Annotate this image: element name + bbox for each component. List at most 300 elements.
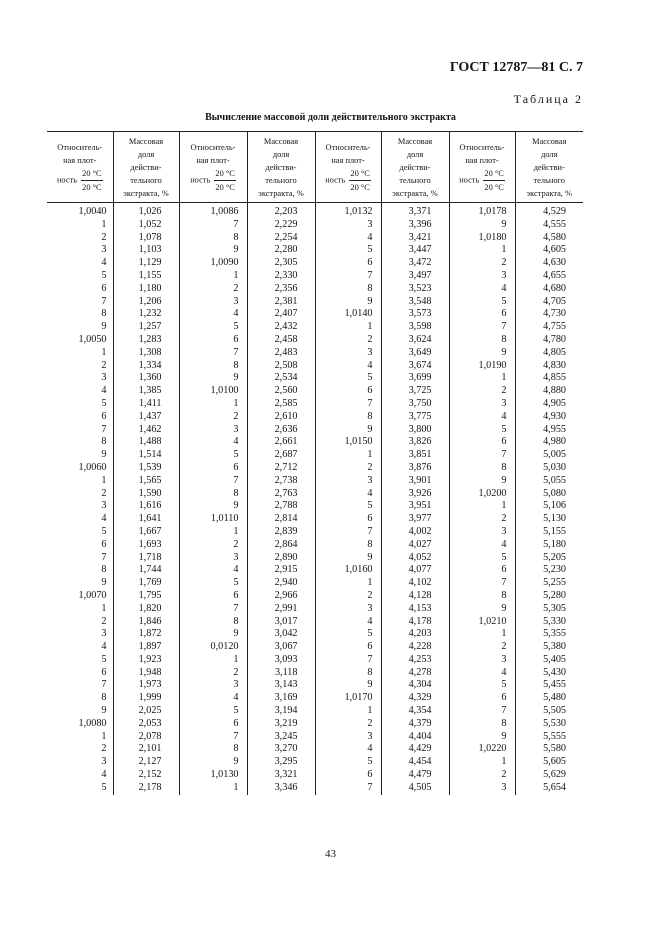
- extract-cell: 2,864: [247, 539, 315, 552]
- density-cell: 8: [179, 360, 247, 373]
- density-cell: 7: [101, 551, 107, 563]
- extract-cell: 2,280: [247, 244, 315, 257]
- density-cell: 9: [179, 244, 247, 257]
- density-cell: 1,0140: [315, 308, 381, 321]
- extract-cell: 4,705: [515, 296, 583, 309]
- extract-cell: 2,788: [247, 500, 315, 513]
- density-cell: 7: [179, 347, 247, 360]
- extract-cell: 5,255: [515, 577, 583, 590]
- table-row: [47, 244, 583, 257]
- density-header-line1: Относитель-: [57, 142, 103, 152]
- extract-cell: 5,480: [515, 692, 583, 705]
- extract-cell: 2,483: [247, 347, 315, 360]
- density-cell: 4: [449, 283, 515, 296]
- density-cell: 4: [315, 488, 381, 501]
- extract-header-line2: доля: [406, 149, 424, 159]
- extract-column-header: [247, 132, 315, 203]
- extract-cell: 1,283: [113, 334, 179, 347]
- table-row: [47, 283, 583, 296]
- extract-header-line1: Массовая: [532, 136, 567, 146]
- density-cell: 4: [101, 769, 107, 781]
- extract-cell: 1,129: [113, 257, 179, 270]
- density-cell: 7: [449, 577, 515, 590]
- density-cell: 2: [101, 615, 107, 627]
- extract-cell: 1,616: [113, 500, 179, 513]
- density-header-line2: ная плот-: [465, 155, 499, 165]
- extract-cell: 1,795: [113, 590, 179, 603]
- density-cell: 4: [179, 308, 247, 321]
- density-cell: 3: [179, 552, 247, 565]
- density-cell: 7: [315, 270, 381, 283]
- density-cell: 5: [449, 296, 515, 309]
- density-cell: 1: [179, 526, 247, 539]
- density-cell: 4: [101, 385, 107, 397]
- extract-cell: 3,598: [381, 321, 449, 334]
- density-cell: 2: [315, 334, 381, 347]
- density-column-header: [179, 132, 247, 203]
- extract-cell: 1,232: [113, 308, 179, 321]
- extract-column-header: [113, 132, 179, 203]
- table-row: [47, 488, 583, 501]
- density-cell: 8: [101, 436, 107, 448]
- extract-cell: 3,067: [247, 641, 315, 654]
- density-cell: 2: [179, 539, 247, 552]
- density-header-line1: Относитель-: [459, 142, 505, 152]
- density-cell: 5: [101, 525, 107, 537]
- density-cell: 4: [179, 564, 247, 577]
- extract-cell: 2,203: [247, 203, 315, 219]
- density-header-line3: ность: [459, 174, 480, 184]
- density-cell: 2: [449, 385, 515, 398]
- extract-cell: 3,977: [381, 513, 449, 526]
- extract-cell: 3,295: [247, 756, 315, 769]
- extract-cell: 3,270: [247, 743, 315, 756]
- density-cell: 6: [101, 538, 107, 550]
- density-cell: 9: [101, 321, 107, 333]
- density-cell: 2: [101, 359, 107, 371]
- density-cell: 7: [179, 603, 247, 616]
- density-cell: 5: [315, 628, 381, 641]
- extract-cell: 3,447: [381, 244, 449, 257]
- density-cell: 9: [179, 756, 247, 769]
- table-row: [47, 398, 583, 411]
- extract-cell: 3,699: [381, 372, 449, 385]
- extract-cell: 3,725: [381, 385, 449, 398]
- extract-cell: 5,180: [515, 539, 583, 552]
- table-row: [47, 731, 583, 744]
- extract-cell: 2,534: [247, 372, 315, 385]
- extract-cell: 2,966: [247, 590, 315, 603]
- extract-cell: 2,508: [247, 360, 315, 373]
- density-cell: 8: [179, 232, 247, 245]
- density-cell: 2: [179, 411, 247, 424]
- density-cell: 1,0160: [315, 564, 381, 577]
- density-cell: 9: [101, 705, 107, 717]
- fraction-numerator: 20 °C: [349, 167, 370, 181]
- extract-cell: 1,872: [113, 628, 179, 641]
- density-cell: 1: [179, 398, 247, 411]
- density-cell: 7: [179, 475, 247, 488]
- extract-cell: 2,661: [247, 436, 315, 449]
- density-cell: 3: [179, 424, 247, 437]
- density-cell: 2: [449, 769, 515, 782]
- extract-cell: 4,253: [381, 654, 449, 667]
- extract-cell: 2,432: [247, 321, 315, 334]
- extract-cell: 1,206: [113, 296, 179, 309]
- extract-cell: 1,820: [113, 603, 179, 616]
- extract-cell: 3,472: [381, 257, 449, 270]
- density-cell: 2: [101, 743, 107, 755]
- density-cell: 7: [315, 526, 381, 539]
- extract-cell: 2,712: [247, 462, 315, 475]
- density-column-header: [315, 132, 381, 203]
- extract-cell: 5,155: [515, 526, 583, 539]
- table-row: [47, 616, 583, 629]
- extract-header-line4: тельного: [399, 175, 431, 185]
- extract-cell: 1,973: [113, 679, 179, 692]
- extract-cell: 2,407: [247, 308, 315, 321]
- density-cell: 6: [101, 410, 107, 422]
- extract-cell: 2,738: [247, 475, 315, 488]
- extract-cell: 2,763: [247, 488, 315, 501]
- extract-cell: 4,855: [515, 372, 583, 385]
- density-cell: 3: [315, 603, 381, 616]
- density-cell: 1: [315, 705, 381, 718]
- extract-cell: 2,127: [113, 756, 179, 769]
- extract-cell: 3,800: [381, 424, 449, 437]
- table-row: [47, 462, 583, 475]
- density-header-line2: ная плот-: [196, 155, 230, 165]
- table-body: [47, 203, 583, 795]
- extract-header-line2: доля: [541, 149, 558, 159]
- density-cell: 1: [449, 500, 515, 513]
- density-cell: 1,0190: [449, 360, 515, 373]
- density-cell: 4: [315, 360, 381, 373]
- density-cell: 1: [449, 628, 515, 641]
- density-cell: 9: [101, 449, 107, 461]
- table-row: [47, 321, 583, 334]
- table-row: [47, 411, 583, 424]
- table-row: [47, 334, 583, 347]
- density-column-header: [47, 132, 113, 203]
- table-row: [47, 654, 583, 667]
- density-cell: 5: [101, 653, 107, 665]
- density-cell: 1,0170: [315, 692, 381, 705]
- density-cell: 3: [101, 244, 107, 256]
- density-cell: 6: [315, 769, 381, 782]
- extract-cell: 1,411: [113, 398, 179, 411]
- density-cell: 1: [101, 730, 107, 742]
- density-cell: 8: [449, 334, 515, 347]
- extract-cell: 4,354: [381, 705, 449, 718]
- density-header-line2: ная плот-: [331, 155, 365, 165]
- table-row: [47, 436, 583, 449]
- extract-cell: 5,280: [515, 590, 583, 603]
- density-cell: 1,0060: [78, 461, 107, 473]
- density-cell: 3: [179, 679, 247, 692]
- density-cell: 4: [101, 513, 107, 525]
- extract-cell: 1,180: [113, 283, 179, 296]
- density-cell: 5: [449, 424, 515, 437]
- density-cell: 6: [179, 718, 247, 731]
- density-cell: 0,0120: [179, 641, 247, 654]
- extract-cell: 5,654: [515, 782, 583, 795]
- extract-cell: 4,077: [381, 564, 449, 577]
- table-row: [47, 270, 583, 283]
- table-row: [47, 203, 583, 219]
- extract-header-line2: доля: [272, 149, 290, 159]
- density-cell: 7: [179, 219, 247, 232]
- table-row: [47, 232, 583, 245]
- density-cell: 7: [449, 449, 515, 462]
- density-cell: 9: [179, 500, 247, 513]
- table-title: Вычисление массовой доли действительного экстракта: [205, 112, 456, 123]
- table-header-row: [47, 132, 583, 203]
- extract-cell: 4,580: [515, 232, 583, 245]
- density-cell: 5: [179, 705, 247, 718]
- extract-cell: 2,915: [247, 564, 315, 577]
- extract-header-line1: Массовая: [128, 136, 164, 146]
- extract-cell: 5,330: [515, 616, 583, 629]
- density-cell: 6: [315, 641, 381, 654]
- density-cell: 6: [315, 257, 381, 270]
- extract-cell: 1,641: [113, 513, 179, 526]
- fraction-denominator: 20 °C: [215, 182, 235, 192]
- density-cell: 9: [315, 679, 381, 692]
- extract-cell: 3,851: [381, 449, 449, 462]
- density-cell: 9: [449, 219, 515, 232]
- density-cell: 6: [315, 385, 381, 398]
- extract-cell: 4,102: [381, 577, 449, 590]
- extract-cell: 4,128: [381, 590, 449, 603]
- density-cell: 1,0100: [179, 385, 247, 398]
- extract-cell: 4,454: [381, 756, 449, 769]
- extract-cell: 1,744: [113, 564, 179, 577]
- density-cell: 1,0086: [179, 203, 247, 219]
- density-fraction: [349, 167, 370, 194]
- density-cell: 3: [101, 628, 107, 640]
- extract-cell: 4,755: [515, 321, 583, 334]
- density-cell: 8: [101, 564, 107, 576]
- extract-cell: 2,305: [247, 257, 315, 270]
- extract-header-line5: экстракта, %: [526, 188, 572, 198]
- density-cell: 1: [315, 321, 381, 334]
- table-row: [47, 385, 583, 398]
- extract-cell: 3,497: [381, 270, 449, 283]
- extract-cell: 3,775: [381, 411, 449, 424]
- density-cell: 9: [315, 552, 381, 565]
- extract-cell: 3,321: [247, 769, 315, 782]
- density-cell: 4: [101, 641, 107, 653]
- density-fraction: [81, 167, 102, 194]
- density-cell: 3: [449, 782, 515, 795]
- table-number: Таблица 2: [513, 92, 583, 106]
- density-cell: 7: [449, 321, 515, 334]
- extract-cell: 3,143: [247, 679, 315, 692]
- extract-cell: 3,245: [247, 731, 315, 744]
- extract-cell: 4,479: [381, 769, 449, 782]
- table-row: [47, 500, 583, 513]
- density-header-line3: ность: [190, 174, 211, 184]
- extract-cell: 5,380: [515, 641, 583, 654]
- extract-cell: 2,839: [247, 526, 315, 539]
- density-cell: 6: [179, 590, 247, 603]
- density-header-line2: ная плот-: [63, 155, 97, 165]
- density-cell: 4: [315, 743, 381, 756]
- extract-cell: 2,991: [247, 603, 315, 616]
- density-cell: 1: [101, 602, 107, 614]
- extract-header-line1: Массовая: [263, 136, 299, 146]
- density-cell: 3: [101, 756, 107, 768]
- extract-header-line1: Массовая: [397, 136, 433, 146]
- density-cell: 7: [101, 679, 107, 691]
- extract-cell: 3,118: [247, 667, 315, 680]
- density-cell: 9: [179, 628, 247, 641]
- extract-cell: 3,548: [381, 296, 449, 309]
- extract-cell: 3,042: [247, 628, 315, 641]
- extract-cell: 3,346: [247, 782, 315, 795]
- extract-cell: 1,360: [113, 372, 179, 385]
- extract-cell: 5,205: [515, 552, 583, 565]
- extract-header-line3: действи-: [399, 162, 431, 172]
- density-cell: 4: [101, 257, 107, 269]
- extract-cell: 3,674: [381, 360, 449, 373]
- extract-cell: 1,667: [113, 526, 179, 539]
- density-cell: 8: [179, 488, 247, 501]
- density-cell: 5: [315, 500, 381, 513]
- extract-cell: 1,437: [113, 411, 179, 424]
- density-cell: 2: [179, 667, 247, 680]
- density-cell: 4: [449, 539, 515, 552]
- density-cell: 6: [101, 282, 107, 294]
- extract-cell: 1,999: [113, 692, 179, 705]
- extract-cell: 5,580: [515, 743, 583, 756]
- density-cell: 9: [101, 577, 107, 589]
- density-cell: 8: [101, 308, 107, 320]
- extract-cell: 1,385: [113, 385, 179, 398]
- extract-cell: 4,955: [515, 424, 583, 437]
- extract-cell: 1,026: [113, 203, 179, 219]
- density-cell: 3: [315, 219, 381, 232]
- density-cell: 9: [449, 603, 515, 616]
- table-row: [47, 526, 583, 539]
- density-cell: 8: [449, 462, 515, 475]
- extract-cell: 1,257: [113, 321, 179, 334]
- extract-cell: 1,565: [113, 475, 179, 488]
- extract-cell: 5,230: [515, 564, 583, 577]
- table-row: [47, 424, 583, 437]
- density-header-line1: Относитель-: [190, 142, 236, 152]
- density-cell: 9: [449, 347, 515, 360]
- extract-cell: 1,718: [113, 552, 179, 565]
- extract-cell: 2,053: [113, 718, 179, 731]
- extract-cell: 2,356: [247, 283, 315, 296]
- extract-cell: 1,590: [113, 488, 179, 501]
- density-cell: 6: [449, 692, 515, 705]
- density-cell: 5: [449, 552, 515, 565]
- extract-header-line4: тельного: [533, 175, 565, 185]
- extract-cell: 4,880: [515, 385, 583, 398]
- extract-cell: 4,429: [381, 743, 449, 756]
- extract-cell: 4,830: [515, 360, 583, 373]
- extract-header-line5: экстракта, %: [258, 188, 304, 198]
- density-cell: 5: [101, 269, 107, 281]
- extract-cell: 3,093: [247, 654, 315, 667]
- extract-cell: 4,805: [515, 347, 583, 360]
- density-cell: 9: [449, 731, 515, 744]
- extract-header-line4: тельного: [265, 175, 297, 185]
- density-cell: 7: [315, 654, 381, 667]
- extract-cell: 1,488: [113, 436, 179, 449]
- density-cell: 1,0200: [449, 488, 515, 501]
- density-cell: 2: [315, 718, 381, 731]
- density-cell: 3: [449, 526, 515, 539]
- extract-cell: 4,329: [381, 692, 449, 705]
- fraction-denominator: 20 °C: [82, 182, 102, 192]
- extract-cell: 2,078: [113, 731, 179, 744]
- extract-cell: 2,178: [113, 782, 179, 795]
- density-cell: 5: [101, 397, 107, 409]
- extract-cell: 4,228: [381, 641, 449, 654]
- density-cell: 8: [315, 283, 381, 296]
- extract-cell: 3,219: [247, 718, 315, 731]
- extract-cell: 5,055: [515, 475, 583, 488]
- extract-cell: 4,555: [515, 219, 583, 232]
- extract-column-header: [515, 132, 583, 203]
- density-cell: 7: [315, 398, 381, 411]
- density-cell: 1,0220: [449, 743, 515, 756]
- density-cell: 7: [101, 295, 107, 307]
- extract-cell: 5,605: [515, 756, 583, 769]
- table-row: [47, 347, 583, 360]
- density-header-line1: Относитель-: [325, 142, 371, 152]
- density-cell: 6: [179, 462, 247, 475]
- extract-cell: 4,052: [381, 552, 449, 565]
- extract-cell: 4,505: [381, 782, 449, 795]
- extract-cell: 1,155: [113, 270, 179, 283]
- density-cell: 6: [449, 308, 515, 321]
- density-cell: 1: [315, 577, 381, 590]
- density-cell: 1,0050: [78, 333, 107, 345]
- density-cell: 8: [179, 743, 247, 756]
- extract-cell: 1,334: [113, 360, 179, 373]
- extract-cell: 4,278: [381, 667, 449, 680]
- extract-cell: 4,730: [515, 308, 583, 321]
- extract-header-line3: действи-: [130, 162, 162, 172]
- extract-cell: 2,025: [113, 705, 179, 718]
- extract-cell: 5,405: [515, 654, 583, 667]
- extract-cell: 2,330: [247, 270, 315, 283]
- table-row: [47, 603, 583, 616]
- density-cell: 5: [179, 321, 247, 334]
- density-cell: 5: [179, 449, 247, 462]
- extract-cell: 5,080: [515, 488, 583, 501]
- fraction-denominator: 20 °C: [350, 182, 370, 192]
- extract-cell: 2,560: [247, 385, 315, 398]
- extract-cell: 4,027: [381, 539, 449, 552]
- extract-cell: 5,355: [515, 628, 583, 641]
- extract-header-line3: действи-: [533, 162, 565, 172]
- table-row: [47, 667, 583, 680]
- extract-cell: 2,940: [247, 577, 315, 590]
- density-cell: 1: [179, 270, 247, 283]
- density-cell: 3: [449, 398, 515, 411]
- density-cell: 1: [449, 244, 515, 257]
- extract-cell: 5,505: [515, 705, 583, 718]
- density-cell: 2: [315, 462, 381, 475]
- table-row: [47, 679, 583, 692]
- table-row: [47, 782, 583, 795]
